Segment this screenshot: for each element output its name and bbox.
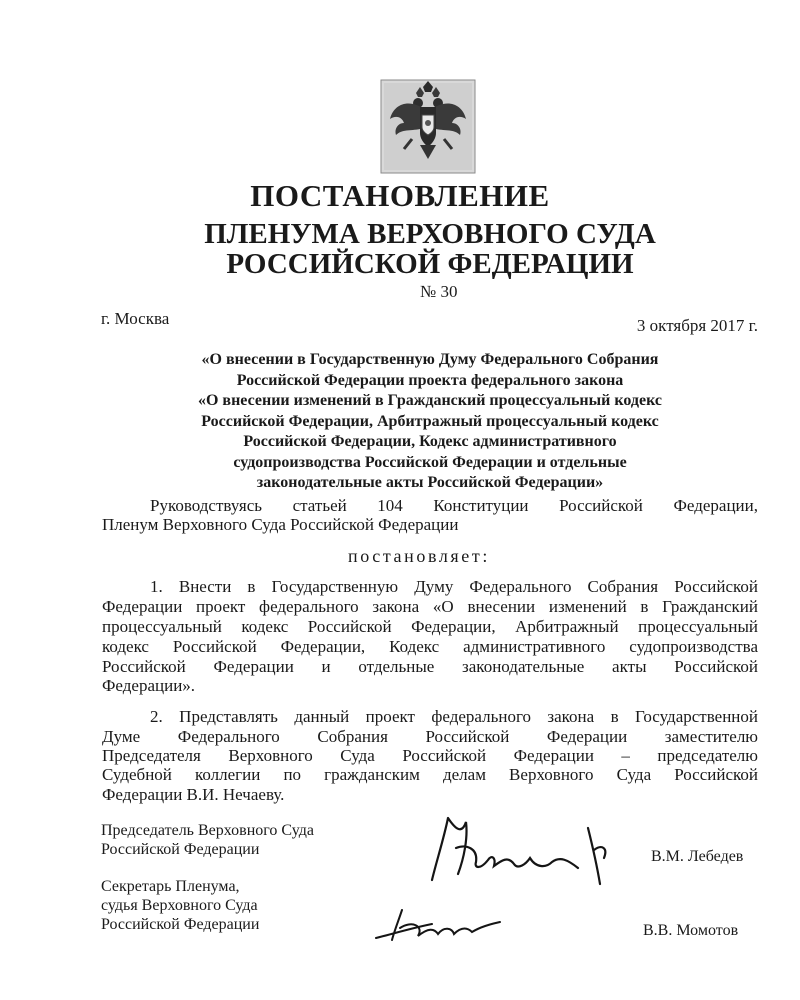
subject-line: «О внесении изменений в Гражданский процессуальный кодекс <box>197 392 663 409</box>
decides-heading: постановляет: <box>348 546 490 566</box>
document-subtitle-line1: ПЛЕНУМА ВЕРХОВНОГО СУДА <box>204 218 656 250</box>
point1-line: процессуальный кодекс Российской Федерации, Арбитражный процессуальный <box>102 617 758 636</box>
point2-line: Думе Федерального Собрания Российской Федерации заместителю <box>102 727 758 746</box>
chairman-title: Российской Федерации <box>101 841 260 858</box>
point2-line: 2. Представлять данный проект федерального закона в Государственной <box>150 707 758 726</box>
subject-line: Российской Федерации проекта федерального закона <box>236 371 624 389</box>
document-date: 3 октября 2017 г. <box>636 316 758 335</box>
secretary-title: Российской Федерации <box>101 916 260 933</box>
preamble-line: Руководствуясь статьей 104 Конституции Российской Федерации, <box>150 496 758 515</box>
document-subtitle-line2: РОССИЙСКОЙ ФЕДЕРАЦИИ <box>226 248 634 280</box>
point1-line: Федерации проект федерального закона «О внесении изменений в Гражданский <box>102 597 758 616</box>
preamble-line: Пленум Верховного Суда Российской Федерации <box>102 515 459 534</box>
point1-line: Федерации». <box>102 676 196 695</box>
subject-line: Российской Федерации, Арбитражный процессуальный кодекс <box>201 412 659 430</box>
coat-of-arms-icon <box>380 79 476 174</box>
subject-line: законодательные акты Российской Федерации» <box>256 474 604 491</box>
point1-line: Российской Федерации и отдельные законодательные акты Российской <box>102 657 758 676</box>
document-number: № 30 <box>420 282 458 301</box>
chairman-signature-icon <box>418 808 618 888</box>
document-title: ПОСТАНОВЛЕНИЕ <box>250 178 550 213</box>
point2-line: Председателя Верховного Суда Российской Федерации – председателю <box>102 746 758 765</box>
subject-line: судопроизводства Российской Федерации и отдельные <box>233 453 627 471</box>
secretary-name: В.В. Момотов <box>643 922 739 939</box>
secretary-title: судья Верховного Суда <box>101 897 258 914</box>
point2-line: Федерации В.И. Нечаеву. <box>102 785 285 804</box>
chairman-name: В.М. Лебедев <box>651 848 744 865</box>
chairman-title: Председатель Верховного Суда <box>101 822 314 839</box>
secretary-title: Секретарь Пленума, <box>101 878 240 895</box>
secretary-signature-icon <box>372 898 512 948</box>
document-place: г. Москва <box>101 309 170 328</box>
point2-line: Судебной коллегии по гражданским делам Верховного Суда Российской <box>102 765 758 784</box>
document-subject <box>100 350 760 494</box>
subject-line: Российской Федерации, Кодекс административного <box>243 433 617 450</box>
point1-line: кодекс Российской Федерации, Кодекс административного судопроизводства <box>102 637 758 656</box>
subject-line: «О внесении в Государственную Думу Федерального Собрания <box>201 351 659 368</box>
point1-line: 1. Внести в Государственную Думу Федерального Собрания Российской <box>150 577 758 596</box>
